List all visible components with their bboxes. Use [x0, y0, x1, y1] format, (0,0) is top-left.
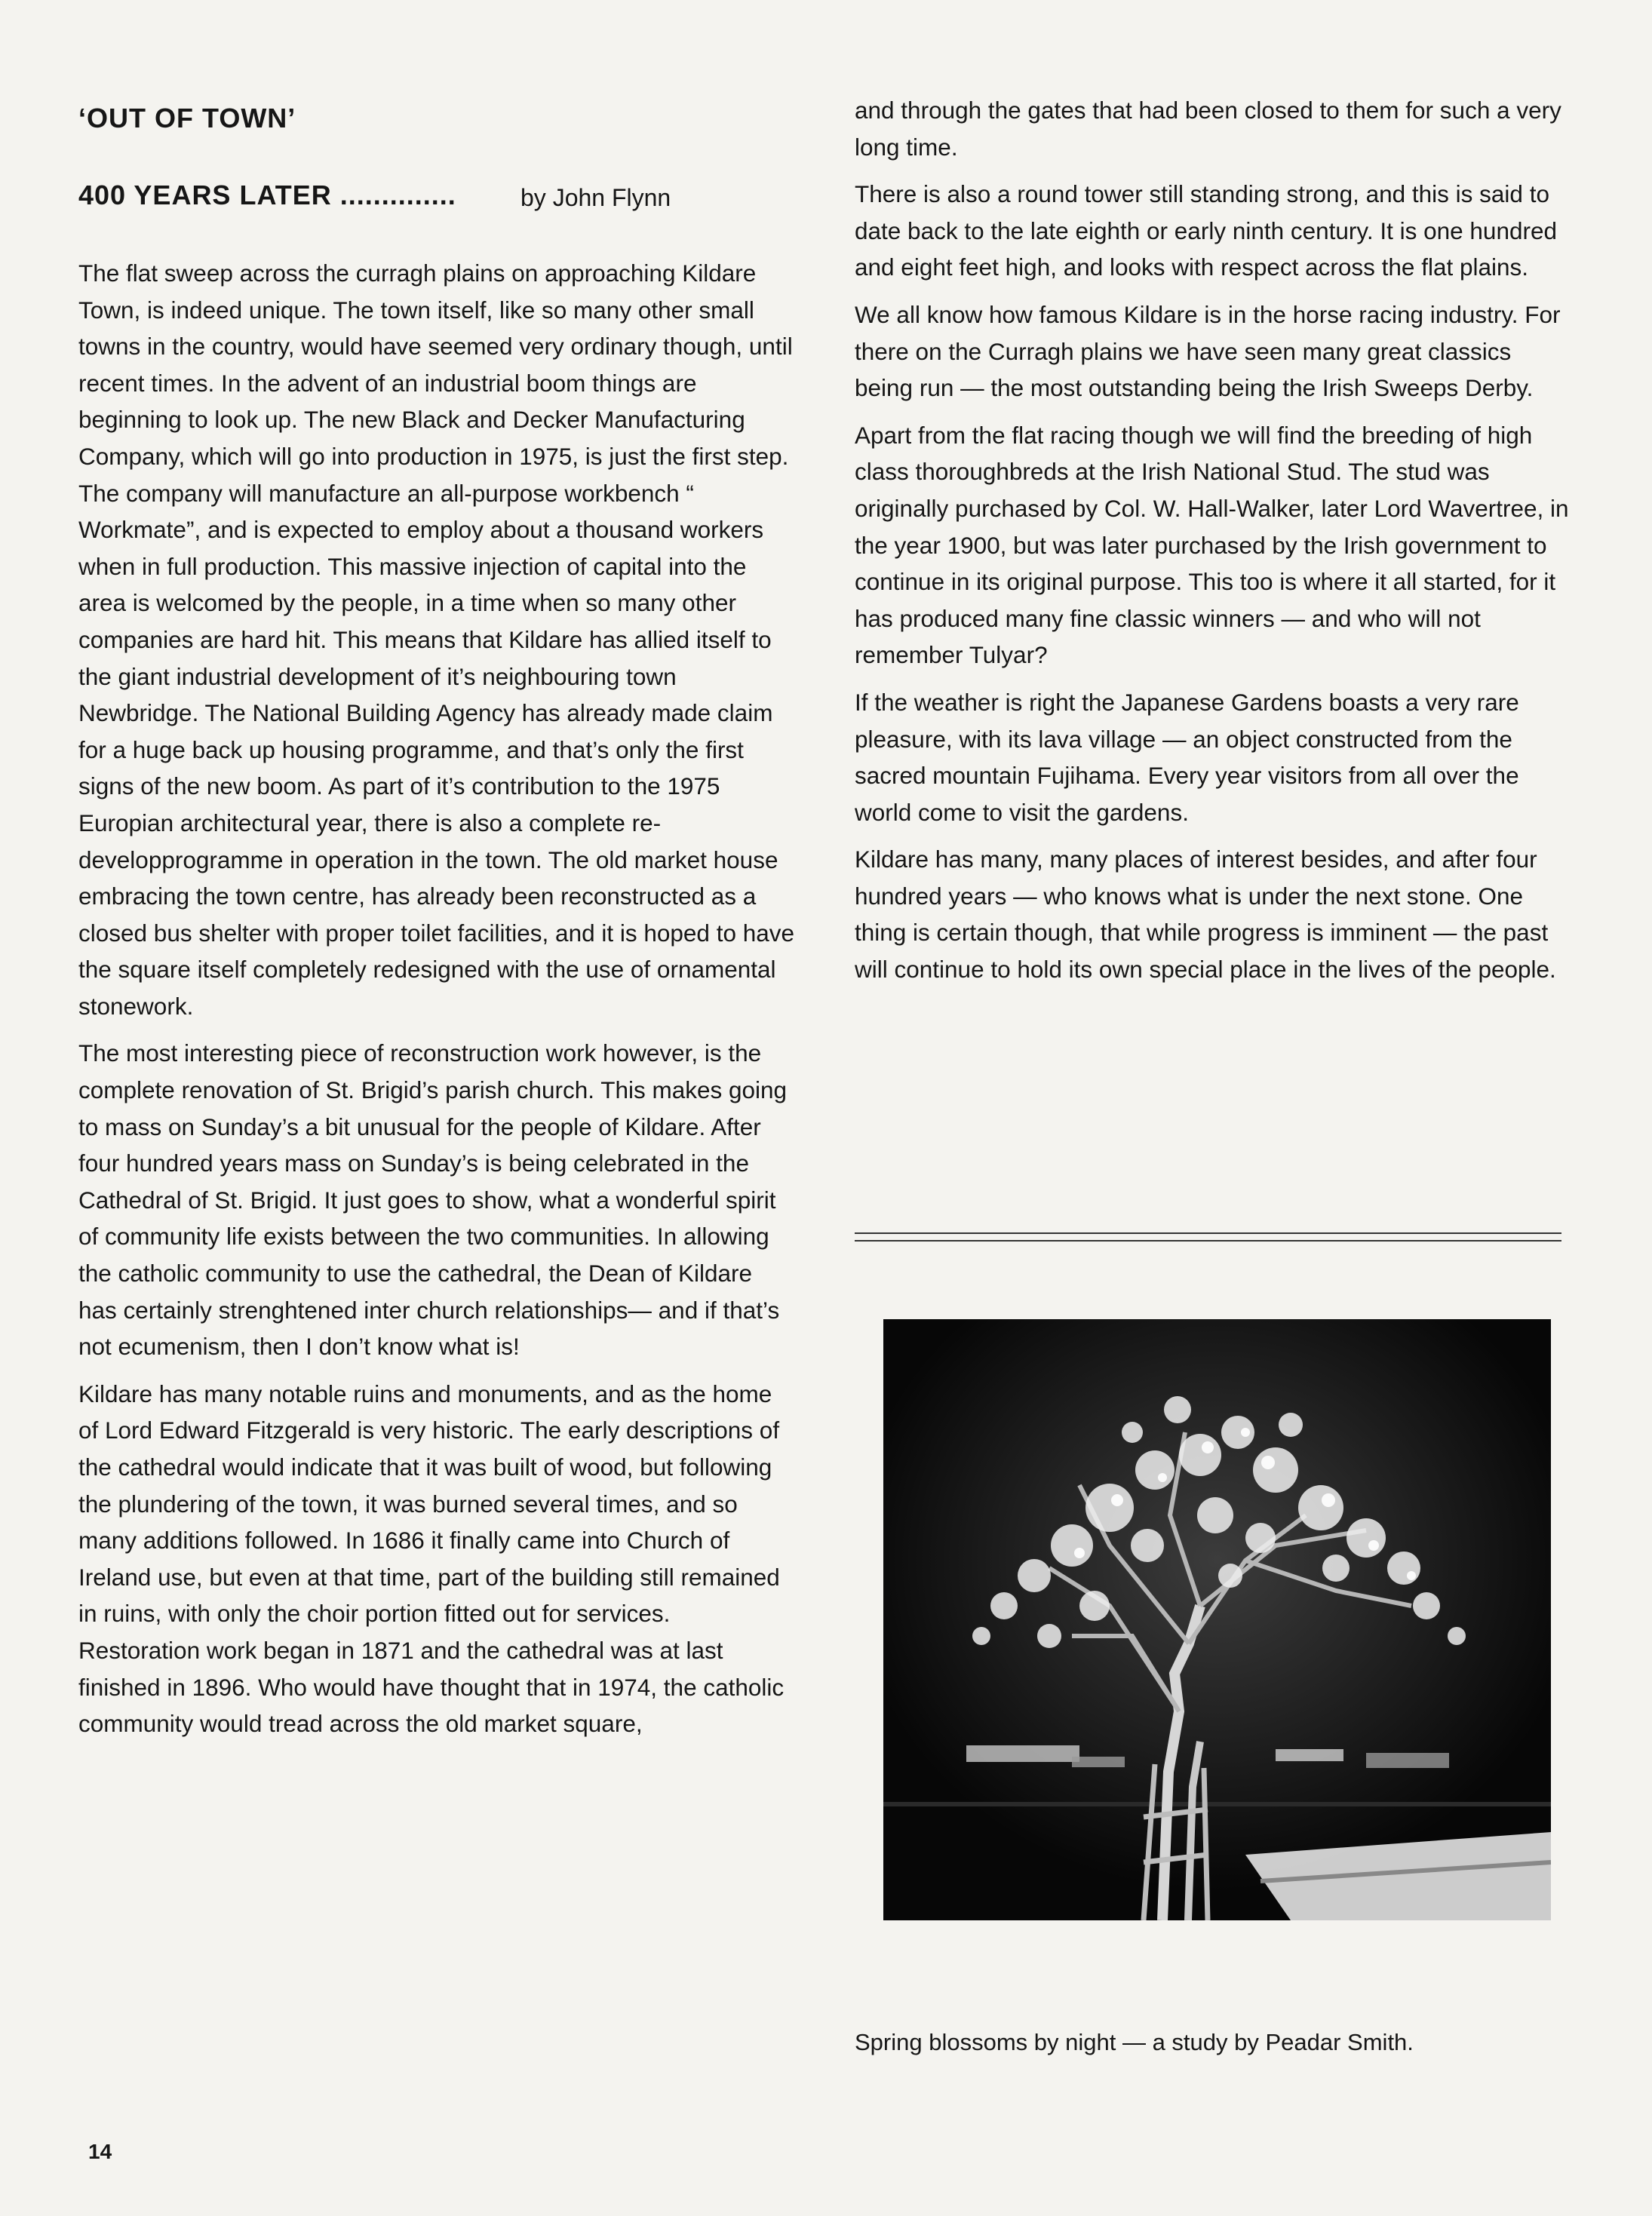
divider — [855, 1232, 1561, 1234]
left-column — [78, 92, 795, 1753]
paragraph: Kildare has many, many places of interest besides, and after four hundred years — who knows what is under the next stone. One thing is certain though, that while progress is imminent — the past will continue to hold its own special place in the lives of the people. — [855, 846, 1556, 984]
night-tree-illustration — [883, 1319, 1551, 1920]
article-headline: 400 YEARS LATER .............. — [78, 180, 456, 210]
photo-caption: Spring blossoms by night — a study by Peadar Smith. — [855, 2029, 1414, 2055]
right-column — [855, 92, 1575, 999]
double-rule — [855, 1232, 1561, 1242]
paragraph: Kildare has many notable ruins and monuments, and as the home of Lord Edward Fitzgerald is very historic. The early descriptions of the cathedral would indicate that it was built of wood, but following the plundering of the town, it was burned several times, and so many additions followed. In 1686 it finally came into Church of Ireland use, but even at that time, part of the building still remained in ruins, with only the choir portion fitted out for services. Restoration work began in 1871 and the cathedral was at last finished in 1896. Who would have thought that in 1974, the catholic community would tread across the old market square, — [78, 1380, 785, 1738]
divider — [855, 1240, 1561, 1242]
article-byline: by John Flynn — [520, 184, 671, 211]
section-kicker: ‘OUT OF TOWN’ — [78, 103, 296, 134]
paragraph: We all know how famous Kildare is in the horse racing industry. For there on the Curragh plains we have seen many great classics being run — the most outstanding being the Irish Sweeps Derby. — [855, 300, 1561, 402]
blossom-tree-photo — [883, 1319, 1551, 1920]
page-number: 14 — [88, 2140, 112, 2163]
paragraph: and through the gates that had been closed to them for such a very long time. — [855, 97, 1561, 161]
paragraph: The flat sweep across the curragh plains on approaching Kildare Town, is indeed unique. The town itself, like so many other small towns in the country, would have seemed very ordinary though, until recent times. In the advent of an industrial boom things are beginning to look up. The new Black and Decker Manufacturing Company, which will go into production in 1975, is just the first step. The company will manufacture an all-purpose workbench “ Workmate”, and is expected to employ about a thousand workers when in full production. This massive injection of capital into the area is welcomed by the people, in a time when so many other companies are hard hit. This means that Kildare has allied itself to the giant industrial development of it’s neighbouring town Newbridge. The National Building Agency has already made claim for a huge back up housing programme, and that’s only the first signs of the new boom. As part of it’s contribution to the 1975 Europian architectural year, there is also a complete re-developprogramme in operation in the town. The old market house embracing the town centre, has already been reconstructed as a closed bus shelter with proper toilet facilities, and it is hoped to have the square itself completely redesigned with the use of ornamental stonework. — [78, 259, 795, 1020]
paragraph: Apart from the flat racing though we will find the breeding of high class thoroughbreds at the Irish National Stud. The stud was originally purchased by Col. W. Hall-Walker, later Lord Wavertree, in the year 1900, but was later purchased by the Irish government to continue in its original purpose. This too is where it all started, for it has produced many fine classic winners — and who will not remember Tulyar? — [855, 421, 1569, 669]
paragraph: The most interesting piece of reconstruction work however, is the complete renovation of St. Brigid’s parish church. This makes going to mass on Sunday’s a bit unusual for the people of Kildare. After four hundred years mass on Sunday’s is being celebrated in the Cathedral of St. Brigid. It just goes to show, what a wonderful spirit of community life exists between the two communities. In allowing the catholic community to use the cathedral, the Dean of Kildare has certainly strenghtened inter church relationships— and if that’s not ecumenism, then I don’t know what is! — [78, 1039, 788, 1361]
paragraph: If the weather is right the Japanese Gardens boasts a very rare pleasure, with its lava village — an object constructed from the sacred mountain Fujihama. Every year visitors from all over the world come to visit the gardens. — [855, 688, 1519, 826]
headline-row — [78, 180, 795, 225]
paragraph: There is also a round tower still standing strong, and this is said to date back to the late eighth or early ninth century. It is one hundred and eight feet high, and looks with respect across the flat plains. — [855, 180, 1558, 281]
